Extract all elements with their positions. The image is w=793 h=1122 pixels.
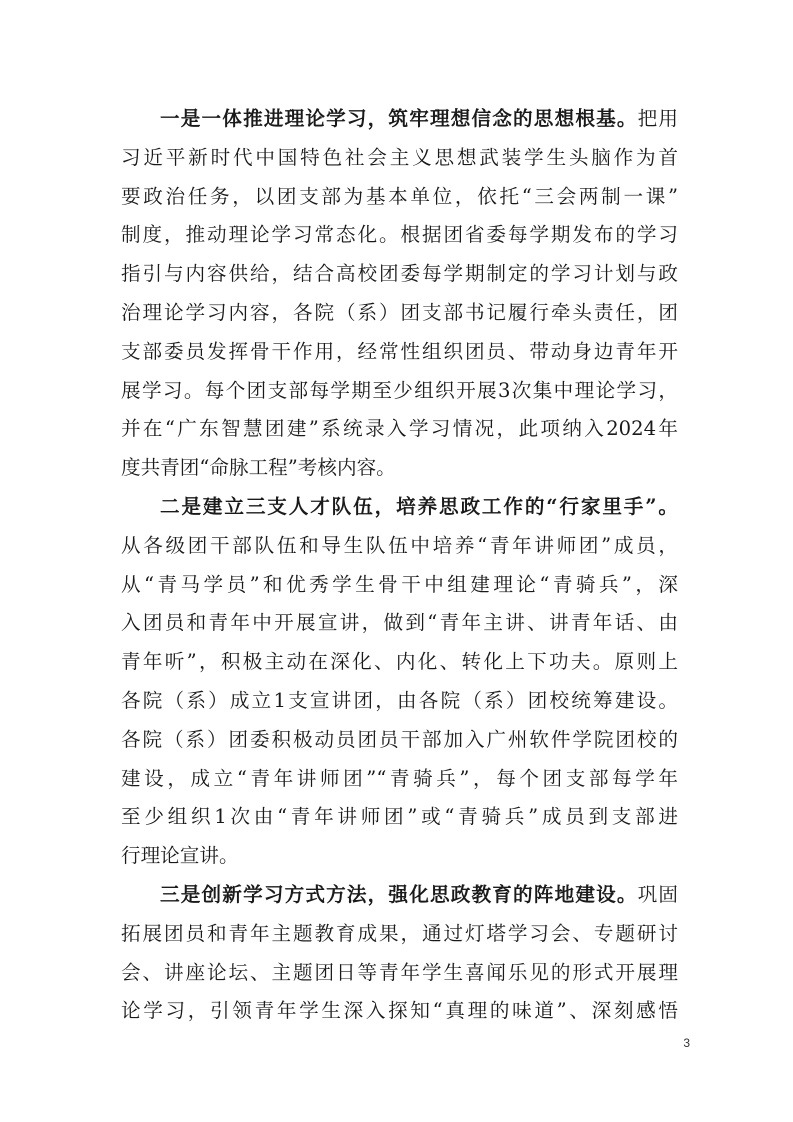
paragraph-2-line: 至少组织1次由“青年讲师团”或“青骑兵”成员到支部进 bbox=[121, 805, 678, 829]
paragraph-2-line: 入团员和青年中开展宣讲，做到“青年主讲、讲青年话、由 bbox=[121, 611, 678, 635]
paragraph-2-line: 从“青马学员”和优秀学生骨干中组建理论“青骑兵”，深 bbox=[121, 572, 678, 596]
paragraph-3-line: 论学习，引领青年学生深入探知“真理的味道”、深刻感悟 bbox=[121, 999, 678, 1023]
paragraph-1-line: 治理论学习内容，各院（系）团支部书记履行牵头责任，团 bbox=[121, 300, 678, 324]
paragraph-2-line: 各院（系）成立1支宣讲团，由各院（系）团校统筹建设。 bbox=[121, 688, 678, 712]
paragraph-2-line: 从各级团干部队伍和导生队伍中培养“青年讲师团”成员， bbox=[121, 533, 678, 557]
paragraph-2-line: 行理论宣讲。 bbox=[121, 844, 239, 868]
paragraph-2-line: 青年听”，积极主动在深化、内化、转化上下功夫。原则上 bbox=[121, 650, 678, 674]
paragraph-1-line: 并在“广东智慧团建”系统录入学习情况，此项纳入2024年 bbox=[121, 417, 678, 441]
paragraph-3-heading: 三是创新学习方式方法，强化思政教育的阵地建设。 bbox=[160, 882, 638, 906]
paragraph-3-line: 拓展团员和青年主题教育成果，通过灯塔学习会、专题研讨 bbox=[121, 921, 678, 945]
paragraph-1-line: 度共青团“命脉工程”考核内容。 bbox=[121, 456, 396, 480]
paragraph-3-first-line bbox=[121, 876, 678, 915]
paragraph-1-line: 习近平新时代中国特色社会主义思想武装学生头脑作为首 bbox=[121, 145, 678, 169]
document-body bbox=[121, 100, 678, 1031]
paragraph-2-first-line bbox=[121, 488, 678, 527]
paragraph-1-line: 制度，推动理论学习常态化。根据团省委每学期发布的学习 bbox=[121, 223, 678, 247]
paragraph-1-heading: 一是一体推进理论学习，筑牢理想信念的思想根基。 bbox=[160, 107, 638, 130]
paragraph-2-line: 各院（系）团委积极动员团员干部加入广州软件学院团校的 bbox=[121, 727, 678, 751]
paragraph-1-first-line-rest: 把用 bbox=[637, 107, 679, 130]
paragraph-3-line: 会、讲座论坛、主题团日等青年学生喜闻乐见的形式开展理 bbox=[121, 960, 678, 984]
paragraph-1-line: 展学习。每个团支部每学期至少组织开展3次集中理论学习， bbox=[121, 378, 678, 402]
paragraph-1-line: 支部委员发挥骨干作用，经常性组织团员、带动身边青年开 bbox=[121, 339, 678, 363]
paragraph-3-first-line-rest: 巩固 bbox=[637, 882, 679, 906]
paragraph-2-line: 建设，成立“青年讲师团”“青骑兵”，每个团支部每学年 bbox=[121, 766, 678, 790]
paragraph-1-first-line bbox=[121, 100, 678, 139]
paragraph-1-line: 指引与内容供给，结合高校团委每学期制定的学习计划与政 bbox=[121, 262, 678, 286]
paragraph-1-line: 要政治任务，以团支部为基本单位，依托“三会两制一课” bbox=[121, 184, 678, 208]
page-number: 3 bbox=[683, 1036, 690, 1050]
paragraph-2-heading: 二是建立三支人才队伍，培养思政工作的“行家里手”。 bbox=[160, 494, 678, 518]
